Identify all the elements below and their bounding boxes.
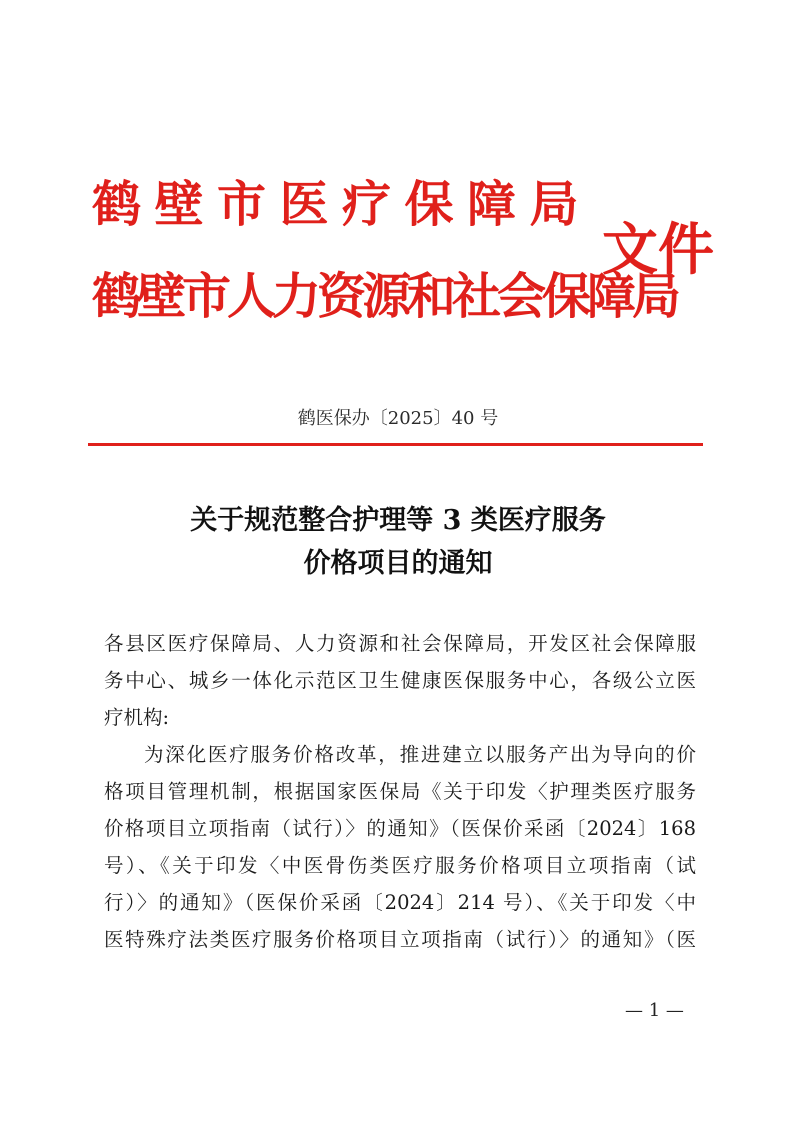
issuer-name-hr-social-security-bureau: 鹤壁市人力资源和社会保障局 [92,267,678,325]
document-body [104,625,696,958]
paragraph-line: 格项目管理机制，根据国家医保局《关于印发〈护理类医疗服务 [104,780,696,803]
paragraph-line: 价格项目立项指南（试行）〉的通知》（医保价采函〔2024〕168 [104,817,696,840]
paragraph-line: 为深化医疗服务价格改革，推进建立以服务产出为导向的价 [144,743,696,766]
issuer-name-medical-security-bureau: 鹤壁市医疗保障局 [92,175,593,233]
paragraph-line: 号）、《关于印发〈中医骨伤类医疗服务价格项目立项指南（试 [104,854,696,877]
addressee-line: 务中心、城乡一体化示范区卫生健康医保服务中心，各级公立医 [104,669,696,692]
document-type-label: 文件 [602,217,714,283]
paragraph-line: 行）〉的通知》（医保价采函〔2024〕214 号）、《关于印发〈中 [104,891,696,914]
document-title-line-1: 关于规范整合护理等 3 类医疗服务 [190,505,606,536]
document-number: 鹤医保办〔2025〕40 号 [297,408,499,429]
document-title-line-2: 价格项目的通知 [303,548,493,579]
page-number: — 1 — [625,1000,684,1021]
addressee-line: 各县区医疗保障局、人力资源和社会保障局，开发区社会保障服 [104,632,696,655]
paragraph-line: 医特殊疗法类医疗服务价格项目立项指南（试行）〉的通知》（医 [104,928,696,951]
red-divider-line [88,443,703,446]
addressee-line: 疗机构: [104,706,170,729]
